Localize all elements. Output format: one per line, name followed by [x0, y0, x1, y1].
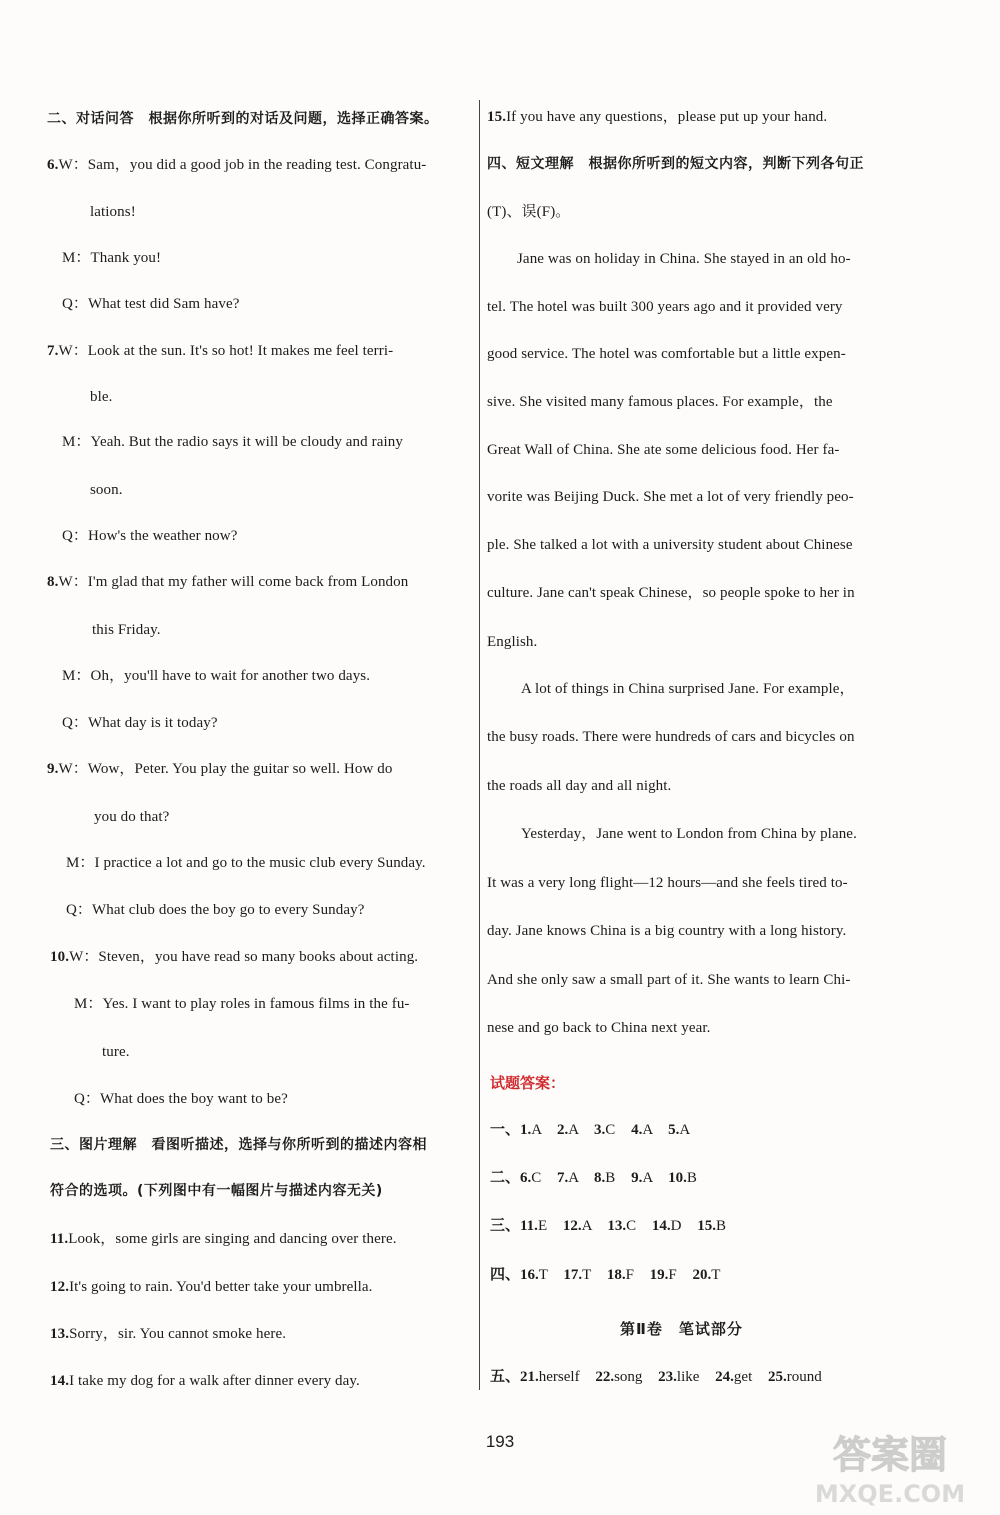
answer-row-1 [490, 1120, 690, 1140]
q11-number: 11. [50, 1231, 69, 1247]
ans-label: 22. [595, 1369, 615, 1385]
ans-value: A [531, 1122, 542, 1138]
q9-number: 9. [47, 761, 59, 777]
ans-value: B [605, 1170, 616, 1186]
q13-number: 13. [50, 1326, 70, 1342]
ans-label: 14. [651, 1218, 671, 1234]
q6-w1: W：Sam，you did a good job in the reading test. Congratu- [58, 157, 427, 173]
q14 [50, 1371, 360, 1391]
passage-p1-l2: tel. The hotel was built 300 years ago and it provided very [487, 299, 843, 315]
ans-value: B [715, 1218, 726, 1234]
q8-line1 [47, 572, 408, 592]
ans-value: T [711, 1267, 721, 1283]
ans-value: round [786, 1369, 822, 1385]
q8-q: Q：What day is it today? [62, 715, 218, 731]
q6-number: 6. [47, 157, 59, 173]
ans-label: 四、16. [490, 1267, 539, 1283]
ans-label: 25. [768, 1369, 787, 1385]
answer-row-3 [490, 1216, 726, 1236]
passage-p1-l1: Jane was on holiday in China. She stayed in an old ho- [517, 251, 851, 267]
section-3-title-2: 符合的选项。(下列图中有一幅图片与描述内容无关) [50, 1183, 383, 1199]
passage-p3-l4: And she only saw a small part of it. She wants to learn Chi- [487, 972, 851, 988]
ans-label: 2. [557, 1122, 569, 1138]
q7-w2: ble. [90, 389, 113, 405]
q13-text: Sorry，sir. You cannot smoke here. [69, 1326, 287, 1342]
ans-label: 一、1. [490, 1122, 532, 1138]
page-number: 193 [485, 1432, 515, 1451]
q7-m2: soon. [90, 482, 123, 498]
ans-label: 19. [649, 1267, 669, 1283]
ans-value: A [568, 1122, 579, 1138]
q6-m: M：Thank you! [62, 250, 162, 266]
q8-w2: this Friday. [92, 622, 161, 638]
ans-label: 8. [594, 1170, 606, 1186]
q10-m2: ture. [102, 1044, 130, 1060]
q15-number: 15. [487, 109, 507, 125]
q11 [50, 1229, 397, 1249]
ans-value: D [670, 1218, 682, 1234]
svg-text:MXQE.COM: MXQE.COM [814, 1480, 966, 1508]
answers-title: 试题答案： [490, 1074, 566, 1092]
part-2-heading: 第Ⅱ卷 笔试部分 [620, 1320, 743, 1338]
q10-w: W：Steven，you have read so many books about acting. [69, 949, 419, 965]
ans-label: 4. [631, 1122, 643, 1138]
q7-number: 7. [47, 343, 59, 359]
ans-value: C [626, 1218, 637, 1234]
q12 [50, 1277, 373, 1297]
q8-w1: W：I'm glad that my father will come back from London [58, 574, 409, 590]
section-3-title-1: 三、图片理解 看图听描述，选择与你所听到的描述内容相 [50, 1137, 427, 1153]
q12-text: It's going to rain. You'd better take your umbrella. [69, 1279, 373, 1295]
ans-value: C [605, 1122, 616, 1138]
q8-number: 8. [47, 574, 59, 590]
passage-p1-l7: ple. She talked a lot with a university student about Chinese [487, 537, 853, 553]
ans-value: A [568, 1170, 579, 1186]
passage-p3-l3: day. Jane knows China is a big country with a long history. [487, 923, 847, 939]
watermark-logo [790, 1420, 990, 1510]
ans-value: E [537, 1218, 548, 1234]
passage-p1-l5: Great Wall of China. She ate some delicious food. Her fa- [487, 442, 840, 458]
q6-q: Q：What test did Sam have? [62, 296, 240, 312]
answer-row-5 [490, 1367, 822, 1387]
q7-q: Q：How's the weather now? [62, 528, 238, 544]
ans-label: 20. [692, 1267, 712, 1283]
answer-row-2 [490, 1168, 697, 1188]
q7-w1: W：Look at the sun. It's so hot! It makes me feel terri- [58, 343, 394, 359]
ans-label: 15. [697, 1218, 716, 1234]
ans-label: 23. [658, 1369, 677, 1385]
q14-number: 14. [50, 1373, 70, 1389]
passage-p1-l6: vorite was Beijing Duck. She met a lot of very friendly peo- [487, 489, 854, 505]
q10-q: Q：What does the boy want to be? [74, 1091, 288, 1107]
q6-line1 [47, 155, 426, 175]
ans-value: song [614, 1369, 643, 1385]
ans-label: 二、6. [490, 1170, 532, 1186]
section-4-title-1: 四、短文理解 根据你所听到的短文内容，判断下列各句正 [487, 156, 864, 172]
ans-label: 5. [668, 1122, 680, 1138]
passage-p3-l5: nese and go back to China next year. [487, 1020, 711, 1036]
ans-value: B [686, 1170, 697, 1186]
q9-q: Q：What club does the boy go to every Sunday? [66, 902, 365, 918]
ans-value: F [668, 1267, 677, 1283]
q7-m1: M：Yeah. But the radio says it will be cloudy and rainy [62, 434, 403, 450]
ans-value: C [531, 1170, 542, 1186]
ans-label: 3. [594, 1122, 606, 1138]
passage-p1-l4: sive. She visited many famous places. For example，the [487, 394, 833, 410]
ans-value: A [642, 1170, 653, 1186]
passage-p2-l3: the roads all day and all night. [487, 778, 672, 794]
ans-value: A [679, 1122, 691, 1138]
ans-value: F [625, 1267, 634, 1283]
ans-label: 13. [607, 1218, 627, 1234]
ans-value: T [538, 1267, 548, 1283]
q14-text: I take my dog for a walk after dinner every day. [69, 1373, 360, 1389]
q8-m: M：Oh，you'll have to wait for another two days. [62, 668, 371, 684]
ans-label: 12. [562, 1218, 582, 1234]
passage-p1-l8: culture. Jane can't speak Chinese，so people spoke to her in [487, 585, 855, 601]
ans-label: 三、11. [490, 1218, 538, 1234]
q15 [487, 107, 827, 127]
passage-p2-l2: the busy roads. There were hundreds of cars and bicycles on [487, 729, 855, 745]
q13 [50, 1324, 286, 1344]
q6-w2: lations! [90, 204, 136, 220]
q9-line1 [47, 759, 392, 779]
q11-text: Look，some girls are singing and dancing over there. [68, 1231, 397, 1247]
ans-label: 10. [668, 1170, 687, 1186]
q9-w1: W：Wow，Peter. You play the guitar so well. How do [58, 761, 393, 777]
passage-p1-l3: good service. The hotel was comfortable but a little expen- [487, 346, 846, 362]
ans-value: herself [538, 1369, 580, 1385]
ans-label: 24. [715, 1369, 734, 1385]
q9-w2: you do that? [94, 809, 170, 825]
passage-p1-l9: English. [487, 634, 538, 650]
ans-value: A [581, 1218, 592, 1234]
ans-value: like [676, 1369, 700, 1385]
passage-p2-l1: A lot of things in China surprised Jane. For example， [521, 681, 855, 697]
ans-label: 17. [563, 1267, 583, 1283]
ans-label: 五、21. [490, 1369, 539, 1385]
ans-label: 18. [606, 1267, 626, 1283]
q7-line1 [47, 341, 393, 361]
section-2-title: 二、对话问答 根据你所听到的对话及问题，选择正确答案。 [47, 111, 439, 127]
svg-text:答案圈: 答案圈 [832, 1433, 948, 1477]
q10-m1: M：Yes. I want to play roles in famous films in the fu- [74, 996, 410, 1012]
ans-label: 7. [557, 1170, 569, 1186]
q12-number: 12. [50, 1279, 70, 1295]
ans-label: 9. [631, 1170, 643, 1186]
q10-line1 [50, 947, 418, 967]
q9-m: M：I practice a lot and go to the music club every Sunday. [66, 855, 426, 871]
q15-text: If you have any questions，please put up your hand. [506, 109, 828, 125]
passage-p3-l1: Yesterday，Jane went to London from China by plane. [521, 826, 857, 842]
answer-row-4 [490, 1265, 720, 1285]
ans-value: T [582, 1267, 592, 1283]
passage-p3-l2: It was a very long flight—12 hours—and she feels tired to- [487, 875, 848, 891]
column-divider [479, 100, 480, 1390]
ans-value: get [733, 1369, 753, 1385]
ans-value: A [642, 1122, 653, 1138]
section-4-title-2: (T)、误(F)。 [487, 204, 571, 220]
q10-number: 10. [50, 949, 70, 965]
